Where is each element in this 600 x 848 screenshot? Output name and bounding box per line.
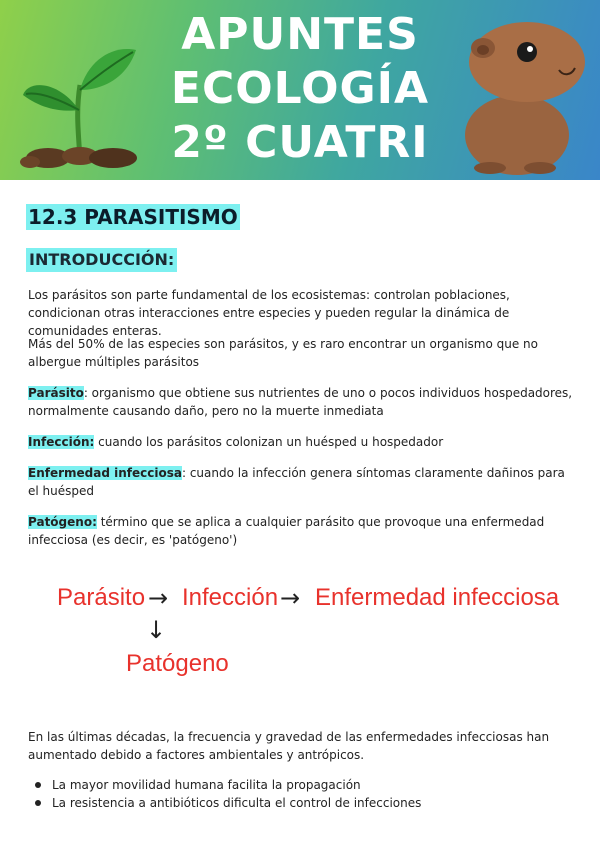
- definition-text: : organismo que obtiene sus nutrientes de uno o pocos individuos hospedadores, normalmente causando daño, pero no la muerte inmediata: [28, 386, 573, 418]
- diagram-node-parasito: Parásito: [57, 584, 146, 611]
- definition-patogeno: [28, 513, 573, 549]
- definition-term: Enfermedad infecciosa: [28, 466, 182, 480]
- concept-diagram: [0, 570, 600, 690]
- bullet-icon: [35, 782, 41, 788]
- definition-parasito: [28, 384, 573, 420]
- bullet-icon: [35, 800, 41, 806]
- diagram-node-enfermedad: Enfermedad infecciosa: [315, 584, 560, 611]
- header-banner: [0, 0, 600, 180]
- title-line-1: APUNTES: [181, 9, 419, 60]
- arrow-right-icon: →: [280, 584, 301, 612]
- list-item: [28, 794, 421, 812]
- list-item-text: La resistencia a antibióticos dificulta el control de infecciones: [52, 796, 422, 810]
- section-title: 12.3 PARASITISMO: [28, 205, 238, 229]
- intro-paragraph-2: Más del 50% de las especies son parásitos, y es raro encontrar un organismo que no albergue múltiples parásitos: [28, 337, 538, 369]
- capybara-icon: [445, 10, 595, 175]
- definition-enfermedad: [28, 464, 573, 500]
- seedling-icon: [18, 40, 148, 170]
- title-line-2: ECOLOGÍA: [170, 63, 430, 114]
- list-item: [28, 776, 421, 794]
- arrow-down-icon: ↓: [146, 616, 167, 644]
- definition-text: : cuando la infección genera síntomas claramente dañinos para el huésped: [28, 466, 565, 498]
- subsection-title: INTRODUCCIÓN:: [26, 248, 177, 272]
- definition-infeccion: [28, 433, 573, 451]
- definition-term: Parásito: [28, 386, 84, 400]
- definition-text: término que se aplica a cualquier parásito que provoque una enfermedad infecciosa (es decir, es 'patógeno'): [28, 515, 545, 547]
- definition-term: Patógeno:: [28, 515, 97, 529]
- list-item-text: La mayor movilidad humana facilita la propagación: [52, 778, 361, 792]
- title-line-3: 2º CUATRI: [171, 117, 429, 168]
- definition-text: cuando los parásitos colonizan un huésped u hospedador: [94, 435, 444, 449]
- bullet-list: [28, 776, 421, 812]
- diagram-node-infeccion: Infección: [182, 584, 279, 611]
- diagram-node-patogeno: Patógeno: [126, 650, 229, 677]
- definition-term: Infección:: [28, 435, 95, 449]
- banner-title: [150, 8, 450, 170]
- closing-paragraph: En las últimas décadas, la frecuencia y gravedad de las enfermedades infecciosas han aumentado debido a factores ambientales y antrópicos.: [28, 730, 550, 762]
- intro-paragraph-1: Los parásitos son parte fundamental de los ecosistemas: controlan poblaciones, condicionan otras interacciones entre especies y pueden regular la dinámica de comunidades enteras.: [28, 288, 510, 338]
- arrow-right-icon: →: [148, 584, 169, 612]
